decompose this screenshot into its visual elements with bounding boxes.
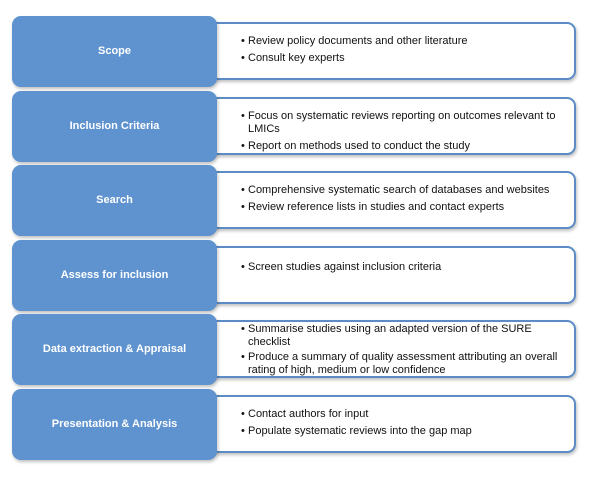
stage-row [0,165,601,239]
bullet-icon: • [241,323,245,335]
stage-label: Assess for inclusion [60,269,169,281]
bullet-item [241,261,571,274]
bullet-icon: • [241,52,245,64]
bullet-item [241,351,571,377]
bullet-text: Report on methods used to conduct the study [248,140,470,152]
stage-row [0,314,601,388]
bullet-icon: • [241,110,245,122]
stage-box [12,389,217,460]
stage-box [12,240,217,311]
bullet-list [241,323,571,379]
bullet-list [241,408,571,442]
stage-row [0,91,601,165]
bullet-icon: • [241,201,245,213]
bullet-icon: • [241,184,245,196]
stage-box [12,16,217,87]
bullet-icon: • [241,425,245,437]
bullet-text: Comprehensive systematic search of databases and websites [248,184,550,196]
bullet-item [241,110,571,136]
bullet-item [241,323,571,349]
bullet-item [241,184,571,197]
bullet-text: Populate systematic reviews into the gap map [248,425,472,437]
bullet-item [241,408,571,421]
stage-box [12,165,217,236]
stage-label: Scope [97,45,131,57]
bullet-text: Consult key experts [248,52,345,64]
bullet-text: Review policy documents and other literature [248,35,468,47]
stage-box [12,314,217,385]
bullet-text: Focus on systematic reviews reporting on outcomes relevant to LMICs [248,110,556,135]
bullet-list [241,261,571,278]
bullet-item [241,140,571,153]
stage-row [0,16,601,90]
bullet-text: Screen studies against inclusion criteria [248,261,442,273]
stage-row [0,240,601,314]
bullet-text: Produce a summary of quality assessment attributing an overall rating of high, medium or low confidence [248,351,558,376]
stage-box [12,91,217,162]
bullet-icon: • [241,35,245,47]
bullet-list [241,35,571,69]
bullet-list [241,110,571,157]
bullet-item [241,35,571,48]
bullet-item [241,425,571,438]
bullet-icon: • [241,408,245,420]
bullet-item [241,52,571,65]
stage-label: Data extraction & Appraisal [42,343,187,355]
stage-label: Inclusion Criteria [69,120,160,132]
bullet-item [241,201,571,214]
bullet-text: Summarise studies using an adapted version of the SURE checklist [248,323,532,348]
bullet-icon: • [241,140,245,152]
stage-label: Search [96,194,133,206]
bullet-text: Review reference lists in studies and contact experts [248,201,505,213]
bullet-icon: • [241,351,245,363]
bullet-list [241,184,571,218]
bullet-icon: • [241,261,245,273]
stage-row [0,389,601,463]
bullet-text: Contact authors for input [248,408,369,420]
stage-label: Presentation & Analysis [51,418,178,430]
